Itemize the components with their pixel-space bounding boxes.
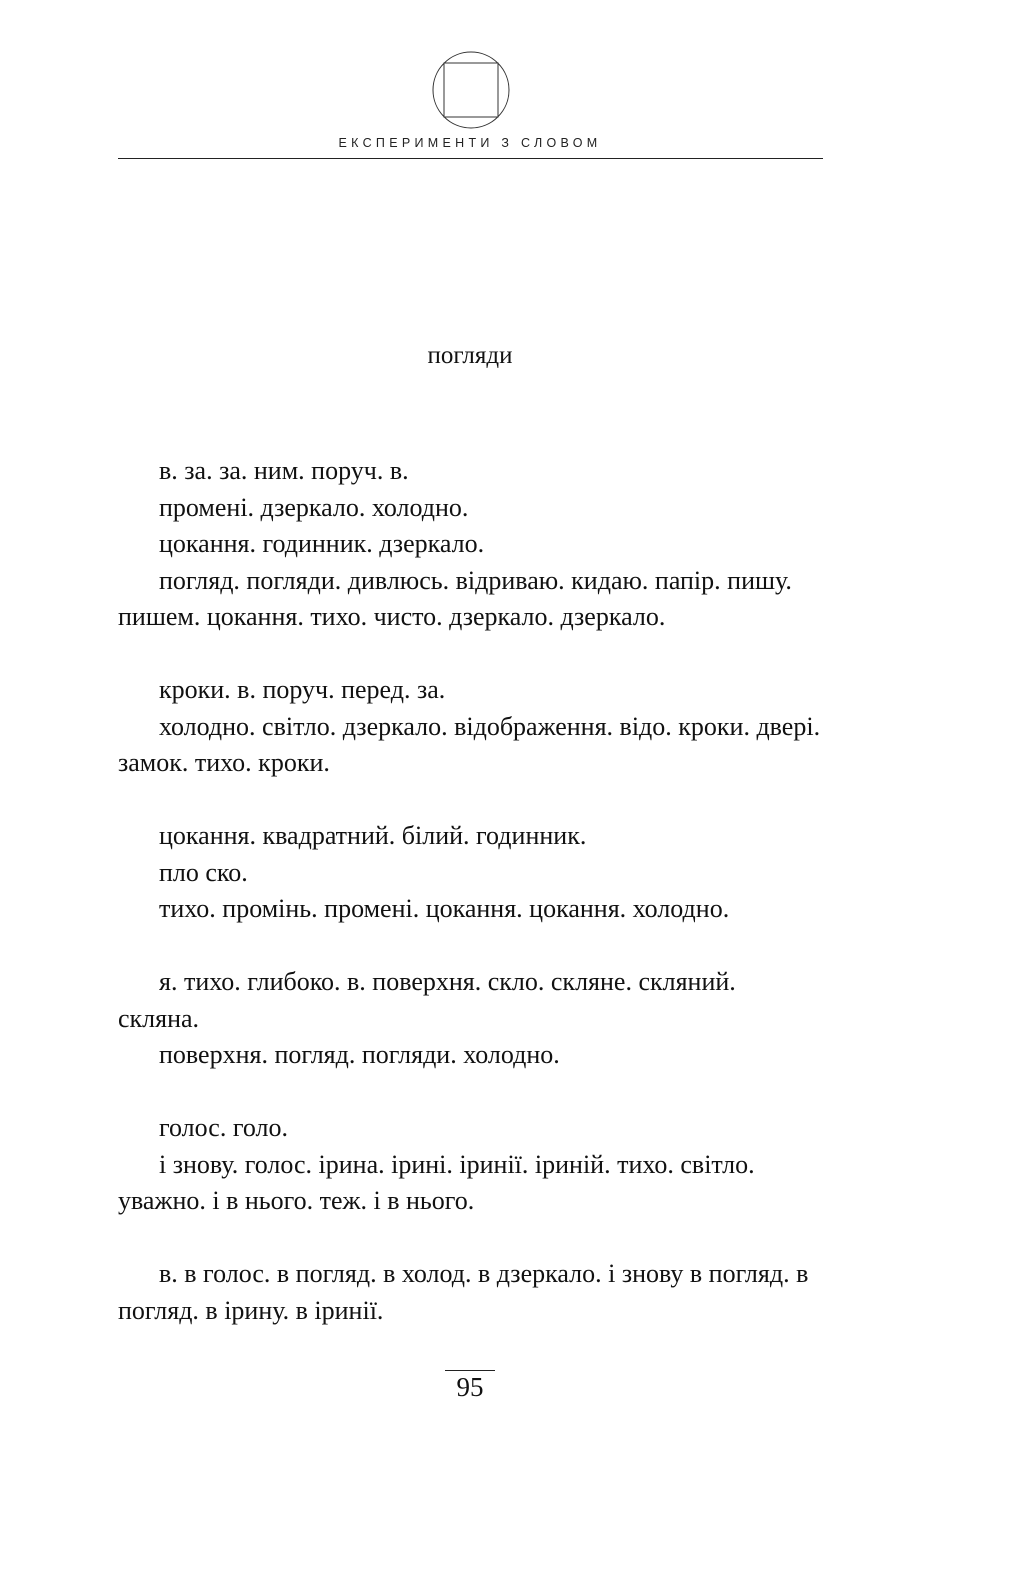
poem-line: погляд. погляди. дивлюсь. відриваю. кидаю. папір. пишу. пишем. цокання. тихо. чисто. дзеркало. дзеркало. <box>118 565 792 631</box>
poem-title: погляди <box>427 342 513 369</box>
poem-line: холодно. світло. дзеркало. відображення. відо. кроки. двері. замок. тихо. кроки. <box>118 711 821 777</box>
poem-body <box>118 453 823 1329</box>
stanza-break <box>118 928 823 965</box>
poem-line: цокання. годинник. дзеркало. <box>159 529 485 558</box>
poem-line: і знову. голос. ірина. ірині. іринії. іриній. тихо. світло. уважно. і в нього. теж. і в нього. <box>118 1149 755 1215</box>
stanza-break <box>118 1074 823 1111</box>
poem-line: в. за. за. ним. поруч. в. <box>159 456 409 485</box>
poem-line: голос. голо. <box>159 1113 288 1142</box>
poem-line: цокання. квадратний. білий. годинник. <box>159 821 587 850</box>
poem-line: промені. дзеркало. холодно. <box>159 492 469 522</box>
running-head: ЕКСПЕРИМЕНТИ З СЛОВОМ <box>338 136 602 150</box>
poem-line: пло ско. <box>159 857 248 887</box>
poem-line: тихо. промінь. промені. цокання. цокання. холодно. <box>159 894 730 923</box>
poem-line: кроки. в. поруч. перед. за. <box>159 675 446 704</box>
stanza-break <box>118 1220 823 1257</box>
poem-line: поверхня. погляд. погляди. холодно. <box>159 1040 560 1069</box>
poem-line: в. в голос. в погляд. в холод. в дзеркало. і знову в погляд. в погляд. в ірину. в іринії. <box>118 1259 809 1325</box>
poem-line: я. тихо. глибоко. в. поверхня. скло. скляне. скляний. скляна. <box>118 967 736 1033</box>
stanza-break <box>118 636 823 673</box>
header-rule <box>118 158 823 159</box>
circle-with-square-emblem-icon <box>431 50 511 130</box>
stanza-break <box>118 782 823 819</box>
page-number: 95 <box>445 1370 495 1403</box>
